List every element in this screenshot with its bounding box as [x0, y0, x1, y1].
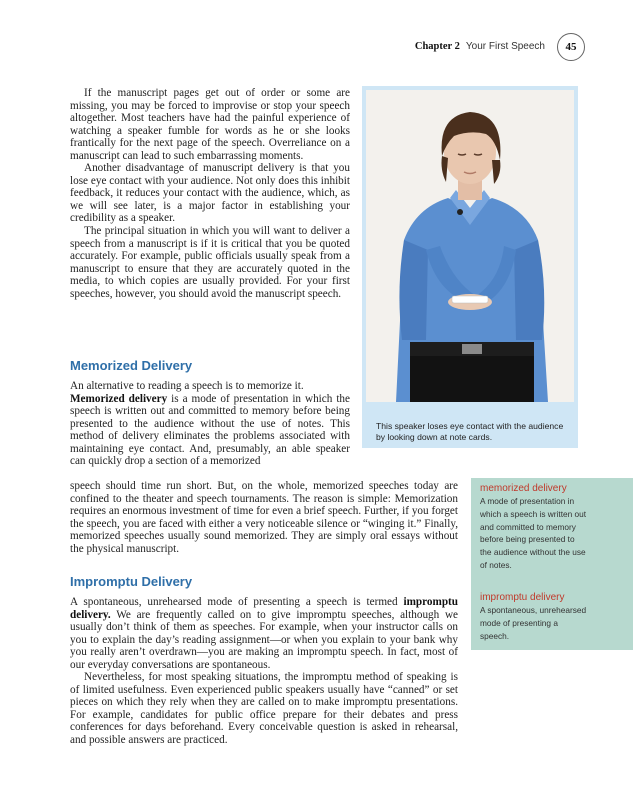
key-term: Memorized delivery [70, 392, 168, 405]
section-heading-memorized: Memorized Delivery [70, 358, 193, 373]
paragraph: An alternative to reading a speech is to memorize it. [70, 380, 304, 392]
running-header [0, 38, 633, 60]
memorized-section [70, 380, 350, 468]
glossary-definition-memorized: A mode of presentation in which a speech is written out and committed to memory before being presented to the audience without the use of notes. [480, 496, 587, 570]
memorized-section-wide [70, 480, 458, 555]
paragraph: If the manuscript pages get out of order or some are missing, you may be forced to improvise or stop your speech altogether. Most teachers have had the painful experience of watching a speaker fumble for words as he or she looks frantically for the next page of the speech. Overreliance on a manuscript can lead to such embarrassing moments. [70, 87, 350, 162]
chapter-title: Your First Speech [465, 41, 545, 52]
section-heading-impromptu: Impromptu Delivery [70, 574, 193, 589]
glossary-definition-impromptu: A spontaneous, unrehearsed mode of presenting a speech. [480, 605, 587, 641]
paragraph-text: is a mode of presentation in which the speech is written out and committed to memory before being presented to the audience without the use of notes. This method of delivery eliminates the problems associated with maintaining eye contact. And, presumably, an able speaker can quickly drop a section of a memorized [70, 392, 350, 468]
glossary-term-memorized: memorized delivery [480, 483, 567, 494]
figure-caption: This speaker loses eye contact with the audience by looking down at note cards. [376, 421, 564, 442]
paragraph: speech should time run short. But, on the whole, memorized speeches today are confined to the theater and speech tournaments. The reason is simple: Memorization requires an enormous investment of time for even a brief speech. Further, if you forget the speech, you are faced with either a very noticeable silence or “winging it.” Finally, memorized speeches usually sound memorized. They are simply oral essays without the physical manuscript. [70, 480, 458, 555]
impromptu-section [70, 596, 458, 747]
glossary-sidebar [471, 478, 633, 650]
speaker-photo [366, 90, 574, 402]
figure [362, 86, 578, 448]
glossary-term-impromptu: impromptu delivery [480, 592, 565, 603]
paragraph: Another disadvantage of manuscript delivery is that you lose eye contact with your audience. Not only does this inhibit feedback, it reduces your contact with the audience, which, as we will see later, is a major factor in establishing your credibility as a speaker. [70, 162, 350, 225]
chapter-label: Chapter 2 [414, 41, 460, 52]
page-number: 45 [557, 33, 585, 61]
manuscript-section [70, 87, 350, 300]
paragraph: The principal situation in which you will want to deliver a speech from a manuscript is if it is critical that you be quoted accurately. For example, public officials usually speak from a manuscript to ensure that they are accurately quoted in the media, to which copies are usually provided. For your first speeches, however, you should avoid the manuscript speech. [70, 225, 350, 300]
paragraph [70, 393, 350, 468]
chapter-heading [415, 41, 545, 52]
paragraph-text: We are frequently called on to give impromptu speeches, although we usually don’t think of them as speeches. For example, when your instructor calls on you to explain the day’s reading assignment—or when you explain to your bank why you really aren’t overdrawn—you are making an impromptu speech. In fact, most of our everyday conversations are spontaneous. [70, 608, 458, 671]
key-term: impromptu delivery. [70, 596, 458, 621]
paragraph-text: A spontaneous, unrehearsed mode of presenting a speech is termed [70, 596, 404, 608]
speaker-illustration [366, 90, 574, 402]
paragraph [70, 596, 458, 671]
paragraph: Nevertheless, for most speaking situations, the impromptu method of speaking is of limited usefulness. Even experienced public speakers usually have “canned” or set pieces on which they rely when they are called on to make impromptu presentations. For example, candidates for public office prepare for their debates and press conferences for days beforehand. Every conceivable question is asked in rehearsal, and possible answers are practiced. [70, 671, 458, 747]
